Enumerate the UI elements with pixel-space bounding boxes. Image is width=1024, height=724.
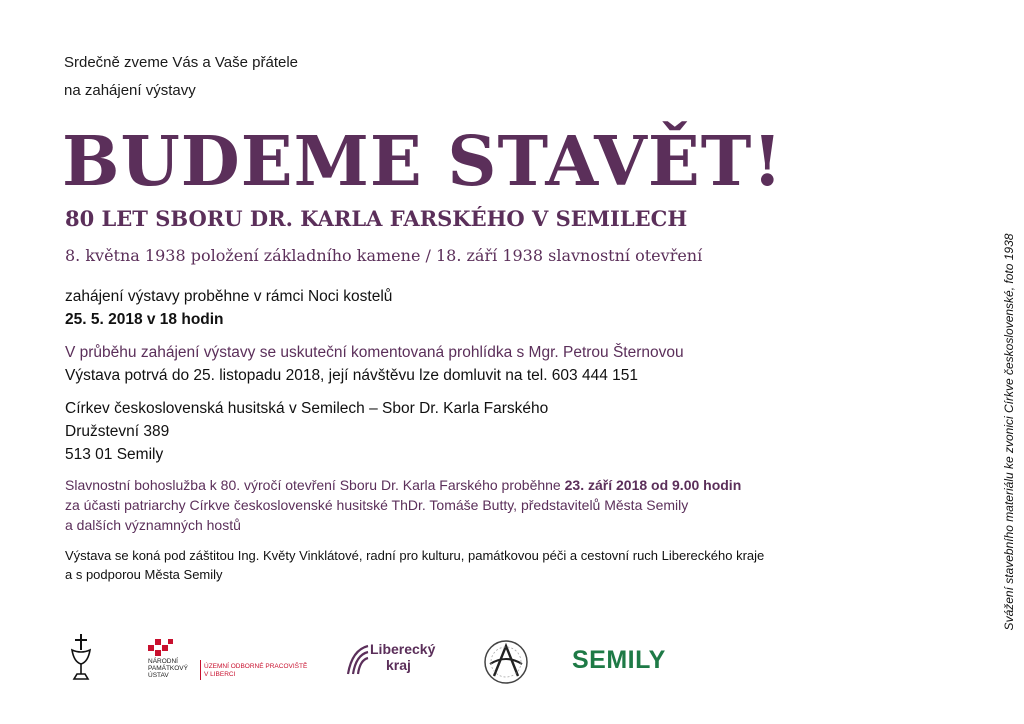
history-dates: 8. května 1938 položení základního kamene / 18. září 1938 slavnostní otevření bbox=[65, 246, 703, 265]
service-line-1-start: Slavnostní bohoslužba k 80. výročí otevření Sboru Dr. Karla Farského proběhne bbox=[65, 477, 565, 493]
npu-branch bbox=[204, 663, 307, 679]
exhibition-subtitle: 80 LET SBORU DR. KARLA FARSKÉHO V SEMILECH bbox=[65, 206, 688, 231]
photo-caption: Svážení stavebního materiálu ke zvonici Církve československé, foto 1938 bbox=[1002, 233, 1016, 631]
service-datetime: 23. září 2018 od 9.00 hodin bbox=[564, 477, 742, 493]
exhibition-duration: Výstava potrvá do 25. listopadu 2018, její návštěvu lze domluvit na tel. 603 444 151 bbox=[65, 367, 639, 384]
invite-line-2: na zahájení výstavy bbox=[64, 82, 196, 99]
invite-line-1: Srdečně zveme Vás a Vaše přátele bbox=[64, 54, 299, 71]
opening-datetime: 25. 5. 2018 v 18 hodin bbox=[65, 311, 224, 328]
address-city: 513 01 Semily bbox=[65, 446, 164, 463]
service-line-2: za účasti patriarchy Církve československé husitské ThDr. Tomáše Butty, představitelů Města Semily bbox=[65, 497, 689, 513]
liberecky-kraj-logo bbox=[346, 640, 436, 680]
npu-branch-line-2: V LIBERCI bbox=[204, 671, 236, 678]
church-emblem-icon bbox=[480, 638, 532, 686]
opening-text: zahájení výstavy proběhne v rámci Noci kostelů bbox=[65, 288, 393, 305]
exhibition-title: BUDEME STAVĚT! bbox=[62, 122, 784, 202]
address-street: Družstevní 389 bbox=[65, 423, 170, 440]
npu-name-line-1: NÁRODNÍ bbox=[148, 658, 178, 665]
kraj-name: kraj bbox=[386, 657, 411, 673]
npu-divider bbox=[200, 660, 201, 680]
npu-name bbox=[148, 658, 188, 679]
service-line-1 bbox=[65, 477, 741, 493]
service-line-3: a dalších významných hostů bbox=[65, 517, 241, 533]
npu-logo bbox=[148, 637, 308, 685]
chalice-cross-icon bbox=[68, 632, 94, 682]
patronage-line-2: a s podporou Města Semily bbox=[65, 567, 223, 582]
liberecky-arcs-icon bbox=[346, 642, 370, 676]
npu-name-line-2: PAMÁTKOVÝ bbox=[148, 665, 188, 672]
liberecky-name: Liberecký bbox=[370, 641, 436, 657]
guided-tour-text: V průběhu zahájení výstavy se uskuteční komentovaná prohlídka s Mgr. Petrou Šternovou bbox=[65, 344, 684, 361]
semily-logo: SEMILY bbox=[572, 646, 666, 674]
npu-name-line-3: ÚSTAV bbox=[148, 672, 169, 679]
address-organization: Církev československá husitská v Semilech – Sbor Dr. Karla Farského bbox=[65, 400, 549, 417]
patronage-line-1: Výstava se koná pod záštitou Ing. Květy Vinklátové, radní pro kulturu, památkovou péči a cestovní ruch Libereckého kraje bbox=[65, 548, 765, 563]
npu-mark-icon bbox=[148, 637, 174, 657]
npu-branch-line-1: ÚZEMNÍ ODBORNÉ PRACOVIŠTĚ bbox=[204, 663, 308, 670]
